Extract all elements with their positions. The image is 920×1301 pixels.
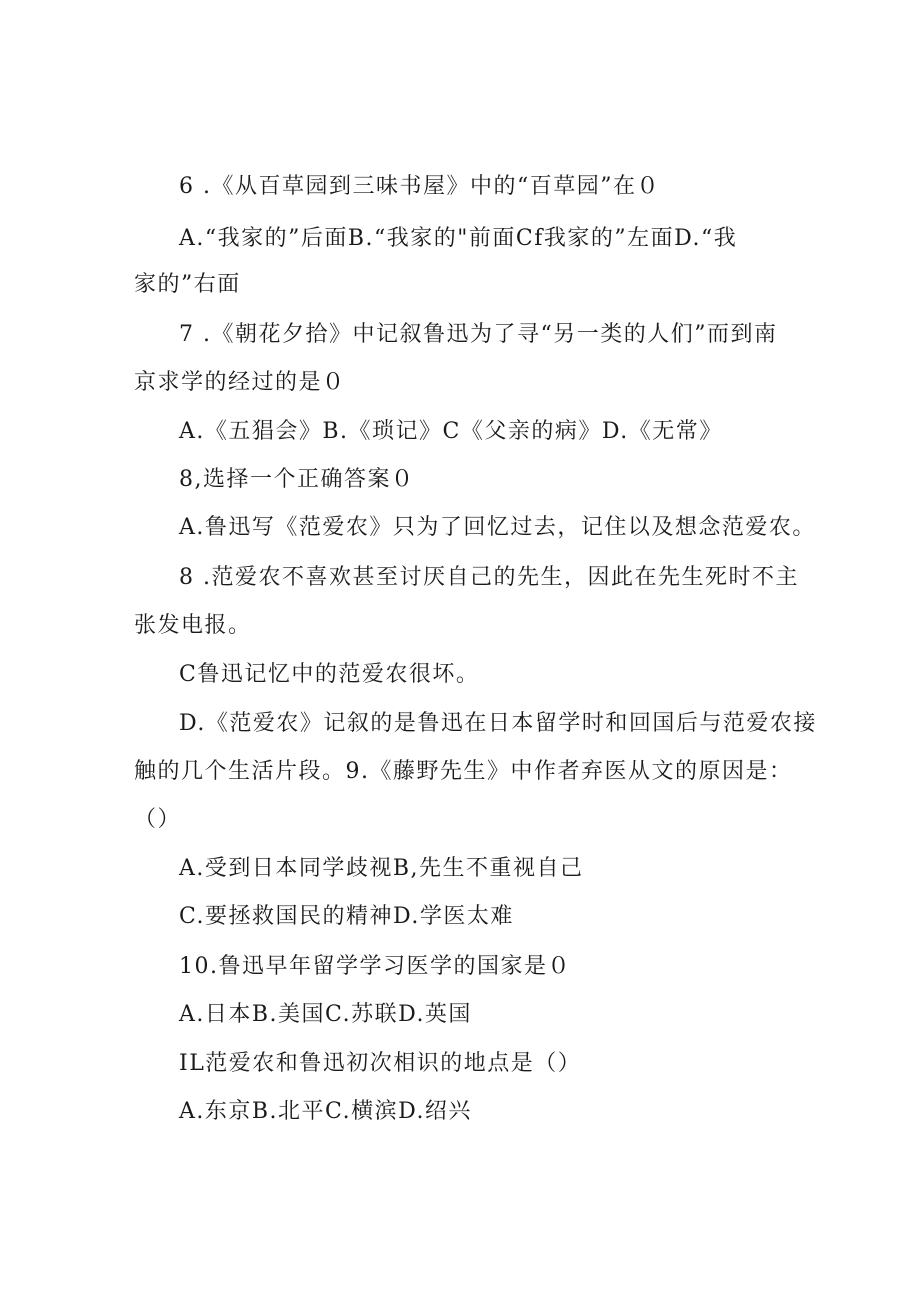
question-8-option-b: 8 .范爱农不喜欢甚至讨厌自己的先生，因此在先生死时不主 (179, 565, 799, 590)
question-10: 10.鲁迅早年留学学习医学的国家是０ (179, 954, 571, 979)
question-8-option-b-cont: 张发电报。 (134, 613, 252, 638)
question-9-options-cd: C.要拯救国民的精神D.学医太难 (179, 904, 514, 929)
question-8: 8,选择一个正确答案０ (179, 467, 415, 492)
question-7-cont: 京求学的经过的是０ (134, 370, 346, 395)
question-9-options-ab: A.受到日本同学歧视B,先生不重视自己 (179, 856, 584, 881)
question-8-option-a: A.鲁迅写《范爱农》只为了回忆过去，记住以及想念范爱农。 (179, 515, 816, 540)
question-9-blank: （） (134, 807, 182, 832)
question-7: 7 .《朝花夕拾》中记叙鲁迅为了寻“另一类的人们”而到南 (179, 322, 778, 347)
question-6-options: A.“我家的”后面B.“我家的"前面Cf我家的”左面D.“我 (179, 226, 738, 251)
question-9: 触的几个生活片段。9.《藤野先生》中作者弃医从文的原因是： (134, 759, 793, 784)
question-6: 6 .《从百草园到三味书屋》中的“百草园”在０ (179, 174, 660, 199)
question-8-option-d: D.《范爱农》记叙的是鲁迅在日本留学时和回国后与范爱农接 (179, 711, 817, 736)
question-6-options-cont: 家的”右面 (134, 272, 241, 297)
question-10-options: A.日本B.美国C.苏联D.英国 (179, 1002, 472, 1027)
question-7-options: A.《五猖会》B.《琐记》C《父亲的病》D.《无常》 (179, 419, 723, 444)
question-11-options: A.东京B.北平C.横滨D.绍兴 (179, 1099, 472, 1124)
question-11: IL范爱农和鲁迅初次相识的地点是（） (179, 1051, 582, 1076)
question-8-option-c: C鲁迅记忆中的范爱农很坏。 (179, 662, 480, 687)
